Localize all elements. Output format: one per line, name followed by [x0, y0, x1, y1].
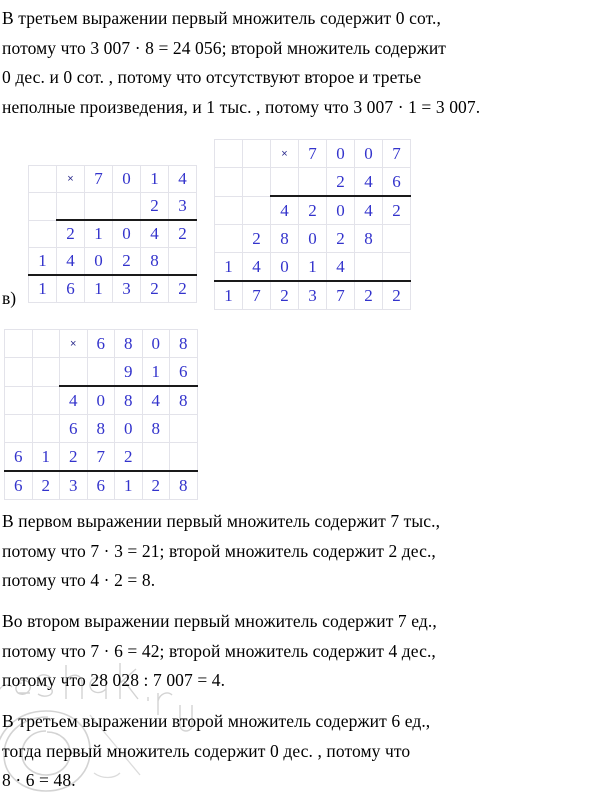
bottom-b3-line-3: 8 · 6 = 48.	[2, 770, 76, 790]
grid-cell	[383, 225, 411, 253]
grid-cell: 2	[141, 275, 169, 303]
grid-cell: 3	[60, 471, 88, 500]
grid-cell	[215, 140, 243, 168]
grid-cell	[32, 330, 60, 358]
grid-cell: 4	[271, 196, 299, 225]
grid-cell	[5, 330, 33, 358]
grid-cell	[29, 166, 57, 193]
grid-cell	[243, 196, 271, 225]
grid-cell: 6	[87, 471, 115, 500]
grid-cell: 2	[243, 225, 271, 253]
top-text-line-2: потому что 3 007 · 8 = 24 056; второй множитель содержит	[2, 37, 447, 58]
grid-cell	[85, 193, 113, 221]
grid-cell	[142, 443, 170, 472]
grid-cell: 1	[215, 281, 243, 310]
grid-cell: 1	[115, 471, 143, 500]
grid-cell: 1	[141, 166, 169, 193]
grid-cell: 2	[169, 220, 197, 248]
grid-cell: 1	[299, 253, 327, 282]
grid-cell	[32, 415, 60, 443]
grid-cell: 0	[113, 220, 141, 248]
grid-row	[29, 248, 197, 276]
grid-cell: 1	[142, 358, 170, 387]
grid-cell: 2	[32, 471, 60, 500]
grid-cell: 2	[383, 196, 411, 225]
grid-cell	[170, 415, 198, 443]
grid-row	[29, 275, 197, 303]
bottom-b1-line-1: В первом выражении первый множитель содержит 7 тыс.,	[2, 511, 441, 531]
grid-cell: 8	[355, 225, 383, 253]
grid-cell: 1	[29, 275, 57, 303]
grid-cell	[215, 225, 243, 253]
multiplication-sign-icon: ×	[57, 166, 85, 193]
grid-cell: 8	[141, 248, 169, 276]
grid3-body	[5, 330, 198, 500]
grid-cell: 8	[170, 471, 198, 500]
grid-cell	[5, 358, 33, 387]
grid-cell: 8	[142, 415, 170, 443]
grid-cell	[215, 168, 243, 197]
grid-cell	[243, 168, 271, 197]
grid-row	[5, 443, 198, 472]
grid-cell	[170, 443, 198, 472]
bottom-b3-line-1: В третьем выражении второй множитель содержит 6 ед.,	[2, 711, 431, 731]
grid-cell: 0	[355, 140, 383, 168]
multiplication-grid-7014-by-23	[28, 165, 197, 303]
grid-cell	[215, 196, 243, 225]
grid1-body	[29, 166, 197, 303]
bottom-b1-line-3: потому что 4 · 2 = 8.	[2, 570, 156, 590]
grid-cell: 1	[215, 253, 243, 282]
grid-cell: 7	[85, 166, 113, 193]
grid-cell: 6	[60, 415, 88, 443]
grid-cell: 4	[57, 248, 85, 276]
top-text-line-3: 0 дес. и 0 сот. , потому что отсутствуют второе и третье	[2, 67, 422, 87]
grid-cell	[32, 358, 60, 387]
grid-cell: 1	[29, 248, 57, 276]
grid-cell: 4	[327, 253, 355, 282]
grid-cell: 8	[170, 330, 198, 358]
grid-cell: 1	[32, 443, 60, 472]
multiplication-sign-icon: ×	[60, 330, 88, 358]
grid-cell	[87, 358, 115, 387]
grid-cell: 4	[243, 253, 271, 282]
grid-cell: 6	[57, 275, 85, 303]
grid-cell: 4	[355, 196, 383, 225]
grid-cell: 2	[115, 443, 143, 472]
grid-cell: 8	[115, 330, 143, 358]
grid-cell: 8	[271, 225, 299, 253]
grid-cell: 4	[169, 166, 197, 193]
grid-cell: 0	[85, 248, 113, 276]
grid-cell: 4	[60, 386, 88, 415]
grid-cell: 4	[141, 220, 169, 248]
grid-cell: 2	[327, 168, 355, 197]
grid-cell: 0	[115, 415, 143, 443]
top-explanation-paragraph	[2, 4, 480, 122]
grid-cell: 2	[57, 220, 85, 248]
grid-cell: 7	[383, 140, 411, 168]
bottom-b2-line-3: потому что 28 028 : 7 007 = 4.	[2, 670, 226, 690]
grid-cell	[243, 140, 271, 168]
grid-cell	[29, 220, 57, 248]
grid-row	[5, 386, 198, 415]
grid-row	[215, 281, 411, 310]
grid-row	[5, 358, 198, 387]
grid-cell: 8	[115, 386, 143, 415]
grid-cell: 2	[383, 281, 411, 310]
grid-cell: 6	[383, 168, 411, 197]
grid-cell: 6	[5, 443, 33, 472]
grid-cell: 2	[142, 471, 170, 500]
grid-row	[29, 220, 197, 248]
grid-cell: 6	[87, 330, 115, 358]
bottom-explanation-block-1	[2, 507, 440, 596]
multiplication-sign-icon: ×	[271, 140, 299, 168]
grid-row	[215, 225, 411, 253]
grid-cell: 2	[271, 281, 299, 310]
grid-cell	[355, 253, 383, 282]
grid-row	[215, 196, 411, 225]
bottom-b2-line-2: потому что 7 · 6 = 42; второй множитель содержит 4 дес.,	[2, 640, 436, 661]
grid-cell: 2	[299, 196, 327, 225]
multiplication-grid-6808-by-916	[4, 329, 198, 500]
grid-cell	[271, 168, 299, 197]
grid-row	[5, 415, 198, 443]
grid-cell: 2	[169, 275, 197, 303]
grid-cell: 2	[141, 193, 169, 221]
grid-cell: 2	[327, 225, 355, 253]
grid-cell	[299, 168, 327, 197]
grid-cell	[57, 193, 85, 221]
grid-cell: 0	[327, 196, 355, 225]
grid-row	[29, 193, 197, 221]
grid-cell: 0	[327, 140, 355, 168]
grid2-body	[215, 140, 411, 310]
grid-row	[215, 253, 411, 282]
bottom-b1-line-2: потому что 7 · 3 = 21; второй множитель содержит 2 дес.,	[2, 540, 436, 561]
section-label-v: в)	[2, 288, 17, 308]
grid-row	[215, 140, 411, 168]
grid-cell	[60, 358, 88, 387]
grid-cell: 2	[113, 248, 141, 276]
bottom-b2-line-1: Во втором выражении первый множитель содержит 7 ед.,	[2, 611, 437, 631]
top-text-line-4: неполные произведения, и 1 тыс. , потому что 3 007 · 1 = 3 007.	[2, 96, 481, 117]
grid-cell: 1	[85, 220, 113, 248]
grid-cell: 0	[271, 253, 299, 282]
grid-cell: 6	[170, 358, 198, 387]
grid-cell: 3	[169, 193, 197, 221]
grid-row	[5, 330, 198, 358]
grid-cell	[5, 386, 33, 415]
grid-cell: 7	[299, 140, 327, 168]
grid-cell: 0	[87, 386, 115, 415]
grid-cell	[169, 248, 197, 276]
grid-cell: 3	[113, 275, 141, 303]
bottom-b3-line-2: тогда первый множитель содержит 0 дес. , потому что	[2, 740, 411, 761]
grid-cell: 7	[87, 443, 115, 472]
grid-row	[5, 471, 198, 500]
grid-cell	[29, 193, 57, 221]
grid-cell: 2	[60, 443, 88, 472]
grid-cell: 3	[299, 281, 327, 310]
grid-cell	[383, 253, 411, 282]
top-text-line-1: В третьем выражении первый множитель содержит 0 сот.,	[2, 8, 441, 28]
grid-cell: 8	[87, 415, 115, 443]
grid-cell: 0	[142, 330, 170, 358]
grid-cell: 4	[142, 386, 170, 415]
grid-cell: 8	[170, 386, 198, 415]
bottom-explanation-block-2	[2, 607, 437, 696]
grid-cell: 0	[113, 166, 141, 193]
multiplication-grid-7007-by-246	[214, 139, 411, 310]
grid-cell: 2	[355, 281, 383, 310]
grid-cell	[5, 415, 33, 443]
grid-cell: 6	[5, 471, 33, 500]
grid-cell: 1	[85, 275, 113, 303]
grid-cell: 7	[243, 281, 271, 310]
grid-cell: 7	[327, 281, 355, 310]
grid-cell: 0	[299, 225, 327, 253]
grid-cell	[113, 193, 141, 221]
grid-row	[215, 168, 411, 197]
grid-cell: 9	[115, 358, 143, 387]
grid-cell: 4	[355, 168, 383, 197]
grid-row	[29, 166, 197, 193]
bottom-explanation-block-3	[2, 707, 430, 796]
grid-cell	[32, 386, 60, 415]
